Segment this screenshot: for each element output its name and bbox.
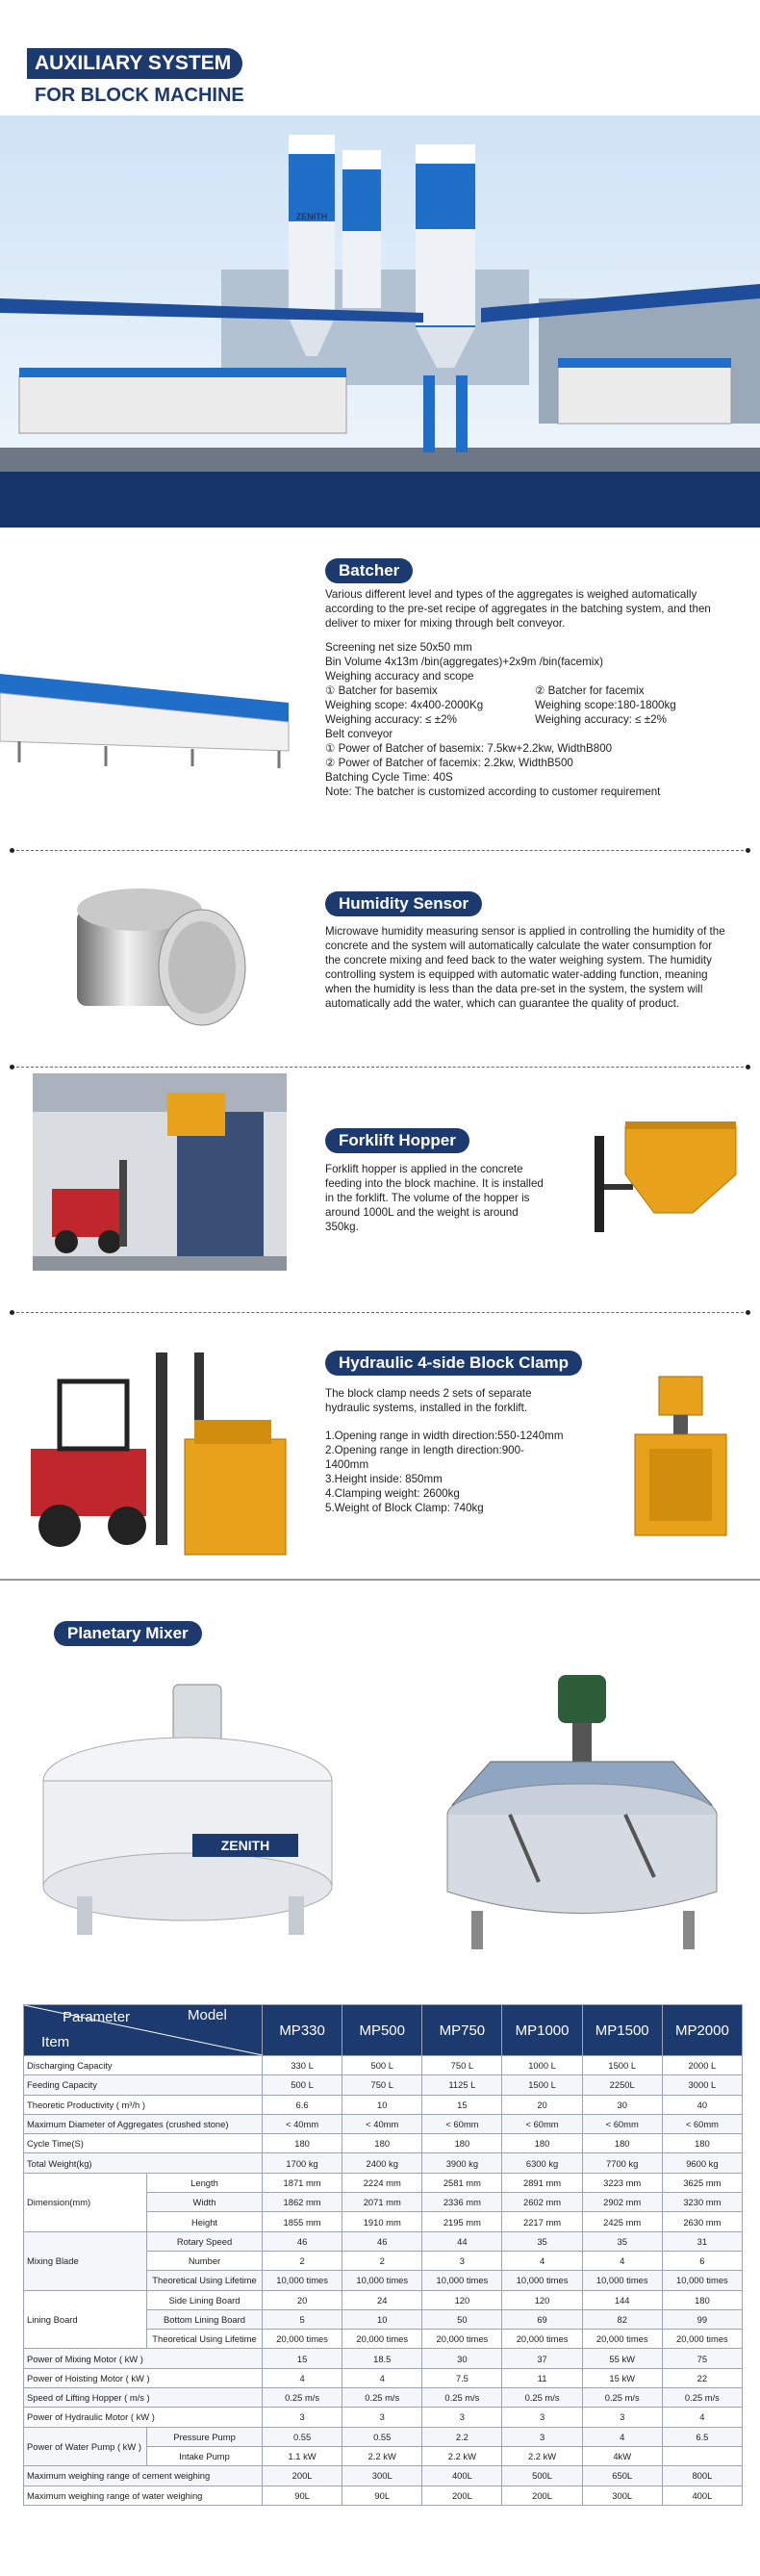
group-label: Mixing Blade: [24, 2231, 147, 2290]
table-cell: 2: [342, 2251, 422, 2270]
table-row: [24, 2408, 743, 2427]
table-cell: 90L: [342, 2486, 422, 2505]
mixer-title-wrap: [54, 1621, 202, 1646]
table-cell: 20,000 times: [582, 2330, 662, 2349]
batcher-description: [325, 587, 735, 799]
sub-label: Theoretical Using Lifetime: [147, 2330, 263, 2349]
table-row: [24, 2153, 743, 2173]
table-cell: 0.25 m/s: [263, 2388, 342, 2408]
table-cell: [662, 2446, 742, 2465]
sub-label: Pressure Pump: [147, 2427, 263, 2446]
table-cell: 2000 L: [662, 2056, 742, 2075]
table-cell: 2425 mm: [582, 2212, 662, 2231]
model-header: MP1000: [502, 2005, 582, 2056]
batcher-col-a: Weighing accuracy: ≤ ±2%: [325, 713, 457, 726]
table-cell: 2602 mm: [502, 2193, 582, 2212]
sub-label: Side Lining Board: [147, 2290, 263, 2309]
table-cell: 10,000 times: [342, 2271, 422, 2290]
hopper-illustration: [587, 1117, 741, 1237]
batcher-title-wrap: [325, 558, 413, 583]
group-label: Lining Board: [24, 2290, 147, 2349]
table-cell: 650L: [582, 2466, 662, 2486]
table-cell: 1000 L: [502, 2056, 582, 2075]
table-cell: 180: [582, 2134, 662, 2153]
forklift-scene-illustration: [33, 1073, 287, 1271]
table-cell: < 60mm: [582, 2114, 662, 2133]
table-cell: 20,000 times: [502, 2330, 582, 2349]
sub-label: Bottom Lining Board: [147, 2309, 263, 2329]
batcher-col-a: ① Batcher for basemix: [325, 684, 438, 697]
batcher-line: Batching Cycle Time: 40S: [325, 771, 453, 784]
table-cell: 3230 mm: [662, 2193, 742, 2212]
table-cell: 2581 mm: [422, 2173, 502, 2192]
row-label: Total Weight(kg): [24, 2153, 263, 2173]
table-cell: 3: [263, 2408, 342, 2427]
table-cell: 180: [662, 2290, 742, 2309]
mixer-image-exterior: [19, 1675, 356, 1945]
table-corner-cell: [24, 2005, 263, 2056]
sub-label: Theoretical Using Lifetime: [147, 2271, 263, 2290]
table-cell: 6: [662, 2251, 742, 2270]
forklift-clamp-illustration: [21, 1343, 292, 1564]
table-cell: 1500 L: [502, 2075, 582, 2095]
table-cell: 10,000 times: [502, 2271, 582, 2290]
table-cell: 180: [662, 2134, 742, 2153]
table-cell: 750 L: [422, 2056, 502, 2075]
table-header-row: [24, 2005, 743, 2056]
table-cell: 20: [502, 2095, 582, 2114]
model-header: MP1500: [582, 2005, 662, 2056]
table-cell: 10,000 times: [422, 2271, 502, 2290]
table-cell: 0.25 m/s: [422, 2388, 502, 2408]
table-cell: 55 kW: [582, 2349, 662, 2368]
table-cell: 3: [422, 2408, 502, 2427]
clamp-title: Hydraulic 4-side Block Clamp: [325, 1351, 582, 1376]
table-cell: 15: [263, 2349, 342, 2368]
table-cell: 3: [582, 2408, 662, 2427]
table-cell: 6.6: [263, 2095, 342, 2114]
batcher-line: Bin Volume 4x13m /bin(aggregates)+2x9m /bin(facemix): [325, 656, 604, 668]
table-row: [24, 2114, 743, 2133]
table-cell: 3625 mm: [662, 2173, 742, 2192]
mixer-image-cutaway: [433, 1670, 731, 1959]
table-cell: 2630 mm: [662, 2212, 742, 2231]
table-cell: 2336 mm: [422, 2193, 502, 2212]
section-separator: [0, 1579, 760, 1581]
batcher-desc-text: Various different level and types of the aggregates is weighed automatically according to the pre-set recipe of aggregates in the batching system, and then deliver to mixer for mixing through belt conveyor.: [325, 588, 711, 630]
table-cell: 6.5: [662, 2427, 742, 2446]
table-cell: 24: [342, 2290, 422, 2309]
table-cell: 500 L: [263, 2075, 342, 2095]
table-cell: 20,000 times: [263, 2330, 342, 2349]
table-cell: 46: [342, 2231, 422, 2251]
section-divider: [12, 1067, 748, 1068]
corner-item: Item: [41, 2034, 70, 2050]
table-cell: 11: [502, 2368, 582, 2387]
clamp-description: [325, 1386, 566, 1515]
forklift-title-wrap: [325, 1128, 469, 1153]
batcher-line: ② Power of Batcher of facemix: 2.2kw, WidthB500: [325, 757, 573, 769]
sub-label: Intake Pump: [147, 2446, 263, 2465]
table-cell: 0.25 m/s: [662, 2388, 742, 2408]
header-title-line2: FOR BLOCK MACHINE: [35, 85, 244, 106]
table-cell: 0.25 m/s: [342, 2388, 422, 2408]
batcher-line: Screening net size 50x50 mm: [325, 641, 472, 654]
row-label: Maximum weighing range of water weighing: [24, 2486, 263, 2505]
table-cell: 20,000 times: [662, 2330, 742, 2349]
batcher-image: [0, 655, 298, 770]
table-cell: 4: [582, 2251, 662, 2270]
table-cell: 69: [502, 2309, 582, 2329]
table-cell: 15 kW: [582, 2368, 662, 2387]
clamp-spec-item: 5.Weight of Block Clamp: 740kg: [325, 1502, 484, 1514]
sub-label: Number: [147, 2251, 263, 2270]
table-row: [24, 2349, 743, 2368]
table-cell: 200L: [422, 2486, 502, 2505]
table-cell: 2.2: [422, 2427, 502, 2446]
table-cell: < 40mm: [263, 2114, 342, 2133]
table-cell: 1700 kg: [263, 2153, 342, 2173]
table-cell: 2250L: [582, 2075, 662, 2095]
table-cell: 2400 kg: [342, 2153, 422, 2173]
table-cell: < 60mm: [502, 2114, 582, 2133]
table-cell: 37: [502, 2349, 582, 2368]
table-cell: < 60mm: [662, 2114, 742, 2133]
section-divider: [12, 1312, 748, 1313]
clamp-spec-item: 2.Opening range in length direction:900-1400mm: [325, 1444, 524, 1471]
table-cell: 30: [582, 2095, 662, 2114]
table-cell: 5: [263, 2309, 342, 2329]
table-cell: 18.5: [342, 2349, 422, 2368]
table-cell: 2071 mm: [342, 2193, 422, 2212]
table-cell: 180: [422, 2134, 502, 2153]
clamp-spec-item: 1.Opening range in width direction:550-1240mm: [325, 1430, 564, 1442]
table-cell: 3900 kg: [422, 2153, 502, 2173]
table-cell: 4: [582, 2427, 662, 2446]
table-cell: 3: [422, 2251, 502, 2270]
table-cell: 50: [422, 2309, 502, 2329]
table-cell: 4: [662, 2408, 742, 2427]
table-row: [24, 2486, 743, 2505]
table-cell: 2.2 kW: [422, 2446, 502, 2465]
batcher-col-a: Weighing scope: 4x400-2000Kg: [325, 699, 484, 711]
table-cell: 500 L: [342, 2056, 422, 2075]
table-cell: 75: [662, 2349, 742, 2368]
batcher-line: Note: The batcher is customized according to customer requirement: [325, 786, 661, 798]
table-cell: 35: [502, 2231, 582, 2251]
table-cell: 1910 mm: [342, 2212, 422, 2231]
table-cell: 7700 kg: [582, 2153, 662, 2173]
batcher-line: ① Power of Batcher of basemix: 7.5kw+2.2kw, WidthB800: [325, 742, 613, 755]
table-row: [24, 2427, 743, 2446]
table-cell: 0.55: [263, 2427, 342, 2446]
mixer-title: Planetary Mixer: [54, 1621, 202, 1646]
mixer-exterior-illustration: [19, 1675, 356, 1945]
clamp-desc-text: The block clamp needs 2 sets of separate hydraulic systems, installed in the forklift.: [325, 1387, 532, 1414]
table-cell: 9600 kg: [662, 2153, 742, 2173]
row-label: Discharging Capacity: [24, 2056, 263, 2075]
mixer-brand-label: ZENITH: [220, 1838, 270, 1853]
table-cell: 2891 mm: [502, 2173, 582, 2192]
table-cell: 20: [263, 2290, 342, 2309]
table-cell: 800L: [662, 2466, 742, 2486]
clamp-spec-item: 3.Height inside: 850mm: [325, 1473, 443, 1485]
table-cell: 1871 mm: [263, 2173, 342, 2192]
corner-parameter: Parameter: [63, 2009, 131, 2025]
table-cell: 20,000 times: [422, 2330, 502, 2349]
header-title-line1: AUXILIARY SYSTEM: [27, 48, 242, 79]
table-row: [24, 2368, 743, 2387]
table-cell: 44: [422, 2231, 502, 2251]
batcher-col-b: Weighing accuracy: ≤ ±2%: [535, 713, 667, 726]
table-cell: 400L: [662, 2486, 742, 2505]
table-cell: 82: [582, 2309, 662, 2329]
table-cell: 20,000 times: [342, 2330, 422, 2349]
table-cell: 3: [342, 2408, 422, 2427]
table-cell: 10,000 times: [582, 2271, 662, 2290]
block-clamp-photo: [21, 1343, 292, 1564]
table-row: [24, 2056, 743, 2075]
sub-label: Length: [147, 2173, 263, 2192]
forklift-hopper-image: [587, 1117, 741, 1237]
table-row: [24, 2466, 743, 2486]
humidity-title: Humidity Sensor: [325, 891, 482, 916]
table-cell: 3000 L: [662, 2075, 742, 2095]
table-cell: 4: [502, 2251, 582, 2270]
table-cell: 40: [662, 2095, 742, 2114]
table-cell: 7.5: [422, 2368, 502, 2387]
silo-brand-text: ZENITH: [295, 212, 328, 221]
row-label: Feeding Capacity: [24, 2075, 263, 2095]
table-cell: 46: [263, 2231, 342, 2251]
table-cell: 0.25 m/s: [502, 2388, 582, 2408]
block-clamp-image: [625, 1372, 736, 1540]
sub-label: Width: [147, 2193, 263, 2212]
corner-model: Model: [188, 2007, 227, 2023]
table-cell: 10,000 times: [662, 2271, 742, 2290]
table-cell: 3223 mm: [582, 2173, 662, 2192]
table-cell: 30: [422, 2349, 502, 2368]
table-cell: 750 L: [342, 2075, 422, 2095]
humidity-title-wrap: [325, 891, 482, 916]
row-label: Power of Hoisting Motor ( kW ): [24, 2368, 263, 2387]
table-row: [24, 2290, 743, 2309]
table-cell: 90L: [263, 2486, 342, 2505]
batcher-illustration: [0, 655, 298, 770]
forklift-title: Forklift Hopper: [325, 1128, 469, 1153]
table-cell: 2.2 kW: [342, 2446, 422, 2465]
table-cell: 400L: [422, 2466, 502, 2486]
table-cell: < 60mm: [422, 2114, 502, 2133]
hero-image: [0, 116, 760, 528]
table-cell: 300L: [342, 2466, 422, 2486]
forklift-hopper-photo: [33, 1073, 287, 1271]
table-body: [24, 2056, 743, 2506]
row-label: Maximum Diameter of Aggregates (crushed stone): [24, 2114, 263, 2133]
table-cell: 200L: [263, 2466, 342, 2486]
table-cell: 0.55: [342, 2427, 422, 2446]
sub-label: Height: [147, 2212, 263, 2231]
table-cell: 6300 kg: [502, 2153, 582, 2173]
batcher-col-b: ② Batcher for facemix: [535, 684, 645, 697]
table-row: [24, 2134, 743, 2153]
table-cell: 99: [662, 2309, 742, 2329]
clamp-illustration: [625, 1372, 736, 1540]
table-cell: 22: [662, 2368, 742, 2387]
table-cell: 4: [342, 2368, 422, 2387]
table-cell: 4: [263, 2368, 342, 2387]
table-cell: 2: [263, 2251, 342, 2270]
batcher-line: Belt conveyor: [325, 728, 393, 740]
table-cell: 1855 mm: [263, 2212, 342, 2231]
table-cell: 3: [502, 2427, 582, 2446]
section-divider: [12, 850, 748, 851]
table-cell: < 40mm: [342, 2114, 422, 2133]
table-cell: 35: [582, 2231, 662, 2251]
table-cell: 10: [342, 2309, 422, 2329]
table-cell: 144: [582, 2290, 662, 2309]
group-label: Power of Water Pump ( kW ): [24, 2427, 147, 2466]
table-cell: 2.2 kW: [502, 2446, 582, 2465]
humidity-sensor-illustration: [58, 881, 250, 1044]
table-cell: 500L: [502, 2466, 582, 2486]
table-cell: 180: [263, 2134, 342, 2153]
table-cell: 1125 L: [422, 2075, 502, 2095]
table-cell: 2217 mm: [502, 2212, 582, 2231]
humidity-description: Microwave humidity measuring sensor is applied in controlling the humidity of the concrete and the system will automatically calculate the water consumption for the concrete mixing and feed back to the water weighing system. The humidity controlling system is equipped with automatic water-adding function, meaning when the humidity is less than the data pre-set in the system, the system will automatically add the water, which can guarantee the quality of product.: [325, 925, 725, 1010]
table-cell: 1862 mm: [263, 2193, 342, 2212]
table-cell: 2195 mm: [422, 2212, 502, 2231]
model-header: MP750: [422, 2005, 502, 2056]
table-row: [24, 2231, 743, 2251]
table-cell: 4kW: [582, 2446, 662, 2465]
group-label: Dimension(mm): [24, 2173, 147, 2231]
table-cell: 10: [342, 2095, 422, 2114]
table-row: [24, 2095, 743, 2114]
batcher-col-b: Weighing scope:180-1800kg: [535, 699, 676, 711]
row-label: Theoretic Productivity ( m³/h ): [24, 2095, 263, 2114]
humidity-sensor-image: [58, 881, 250, 1044]
table-cell: 1500 L: [582, 2056, 662, 2075]
table-cell: 2224 mm: [342, 2173, 422, 2192]
table-cell: 120: [422, 2290, 502, 2309]
table-cell: 180: [342, 2134, 422, 2153]
table-cell: 330 L: [263, 2056, 342, 2075]
row-label: Power of Hydraulic Motor ( kW ): [24, 2408, 263, 2427]
batcher-line: Weighing accuracy and scope: [325, 670, 474, 683]
batcher-title: Batcher: [325, 558, 413, 583]
table-cell: 10,000 times: [263, 2271, 342, 2290]
row-label: Cycle Time(S): [24, 2134, 263, 2153]
table-cell: 180: [502, 2134, 582, 2153]
row-label: Maximum weighing range of cement weighing: [24, 2466, 263, 2486]
table-cell: 120: [502, 2290, 582, 2309]
clamp-title-wrap: [325, 1351, 582, 1376]
table-row: [24, 2388, 743, 2408]
table-row: [24, 2173, 743, 2192]
table-cell: 3: [502, 2408, 582, 2427]
batching-plant-illustration: [0, 116, 760, 528]
clamp-spec-item: 4.Clamping weight: 2600kg: [325, 1487, 460, 1500]
table-cell: 0.25 m/s: [582, 2388, 662, 2408]
model-header: MP330: [263, 2005, 342, 2056]
page-header: [27, 48, 244, 107]
table-cell: 1.1 kW: [263, 2446, 342, 2465]
model-header: MP500: [342, 2005, 422, 2056]
mixer-cutaway-illustration: [433, 1670, 731, 1959]
table-cell: 200L: [502, 2486, 582, 2505]
row-label: Power of Mixing Motor ( kW ): [24, 2349, 263, 2368]
table-cell: 300L: [582, 2486, 662, 2505]
forklift-description: Forklift hopper is applied in the concrete feeding into the block machine. It is installed in the forklift. The volume of the hopper is around 1000L and the weight is around 350kg.: [325, 1163, 544, 1233]
table-cell: 2902 mm: [582, 2193, 662, 2212]
sub-label: Rotary Speed: [147, 2231, 263, 2251]
table-row: [24, 2075, 743, 2095]
table-cell: 15: [422, 2095, 502, 2114]
model-header: MP2000: [662, 2005, 742, 2056]
mixer-spec-table: [23, 2004, 743, 2506]
table-cell: 31: [662, 2231, 742, 2251]
row-label: Speed of Lifting Hopper ( m/s ): [24, 2388, 263, 2408]
